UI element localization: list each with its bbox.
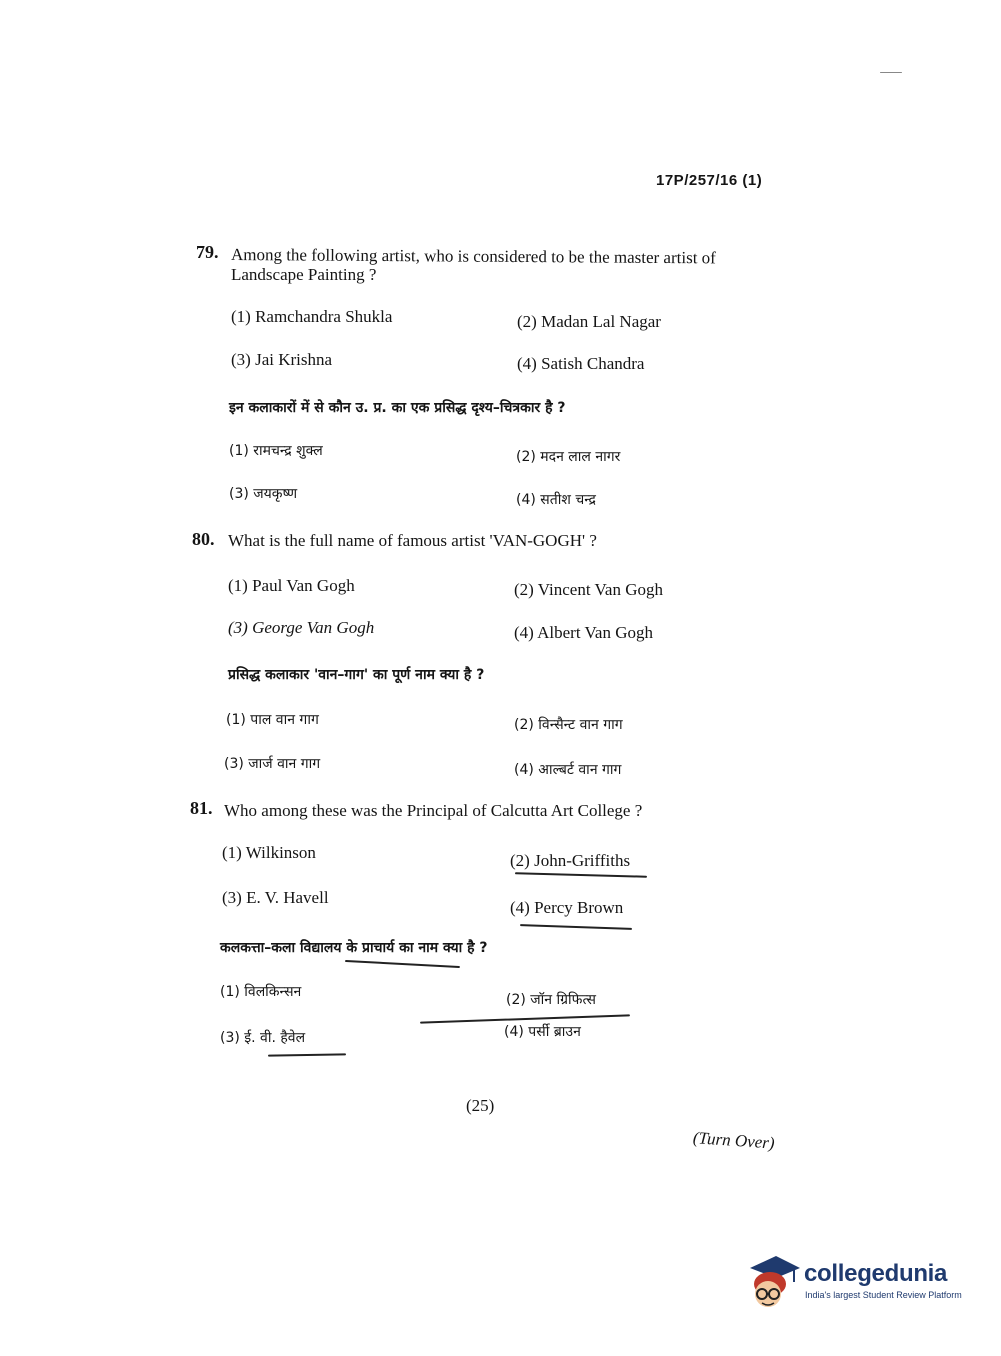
turn-over-note: (Turn Over): [692, 1128, 776, 1153]
hindi-option-3: (3) ई. वी. हैवेल: [220, 1030, 306, 1046]
hindi-option-1: (1) विलकिन्सन: [220, 984, 302, 1000]
question-number: 79.: [196, 242, 219, 262]
paper-code: 17P/257/16 (1): [656, 172, 763, 189]
hindi-option-4: (4) सतीश चन्द्र: [516, 492, 596, 508]
question-text: Among the following artist, who is considered to be the master artist of: [230, 245, 716, 268]
question-number: 81.: [190, 798, 213, 818]
option-2: (2) John-Griffiths: [510, 851, 631, 870]
hindi-option-3: (3) जयकृष्ण: [229, 486, 298, 502]
collegedunia-logo: [744, 1250, 974, 1320]
option-2: (2) Vincent Van Gogh: [514, 580, 663, 599]
option-1: (1) Ramchandra Shukla: [231, 307, 393, 326]
hindi-option-4: (4) पर्सी ब्राउन: [504, 1024, 581, 1040]
pen-mark: [880, 72, 902, 73]
option-3: (3) E. V. Havell: [222, 888, 329, 907]
option-3: (3) Jai Krishna: [231, 350, 333, 369]
option-4: (4) Percy Brown: [510, 898, 624, 917]
pen-underline: [515, 872, 647, 877]
hindi-option-2: (2) विन्सैन्ट वान गाग: [514, 717, 623, 733]
option-1: (1) Paul Van Gogh: [228, 576, 355, 595]
logo-tagline: India's largest Student Review Platform: [805, 1290, 962, 1300]
question-number: 80.: [192, 529, 215, 549]
hindi-option-2: (2) जॉन ग्रिफित्स: [506, 992, 596, 1008]
logo-wordmark: collegedunia: [804, 1260, 948, 1287]
pen-underline: [520, 924, 632, 929]
option-3: (3) George Van Gogh: [228, 618, 375, 637]
hindi-question: इन कलाकारों में से कौन उ. प्र. का एक प्रसिद्ध दृश्य–चित्रकार है ?: [229, 400, 566, 416]
question-text: Who among these was the Principal of Calcutta Art College ?: [224, 801, 643, 820]
hindi-question: कलकत्ता–कला विद्यालय के प्राचार्य का नाम क्या है ?: [220, 940, 488, 956]
hindi-option-1: (1) रामचन्द्र शुक्ल: [229, 443, 323, 459]
option-4: (4) Albert Van Gogh: [514, 623, 653, 642]
pen-underline: [268, 1053, 346, 1056]
hindi-option-3: (3) जार्ज वान गाग: [224, 756, 321, 772]
hindi-option-2: (2) मदन लाल नागर: [516, 449, 621, 465]
hindi-question: प्रसिद्ध कलाकार 'वान–गाग' का पूर्ण नाम क्या है ?: [228, 667, 485, 683]
hindi-option-1: (1) पाल वान गाग: [226, 712, 319, 728]
hindi-option-4: (4) आल्बर्ट वान गाग: [514, 762, 622, 778]
pen-underline: [345, 960, 460, 968]
question-text-continued: Landscape Painting ?: [231, 265, 377, 284]
option-4: (4) Satish Chandra: [517, 354, 645, 373]
graduate-mascot-icon: [744, 1250, 802, 1312]
option-2: (2) Madan Lal Nagar: [517, 312, 661, 331]
question-text: What is the full name of famous artist 'VAN-GOGH' ?: [228, 531, 597, 550]
page-number: (25): [466, 1096, 495, 1115]
option-1: (1) Wilkinson: [222, 843, 316, 862]
